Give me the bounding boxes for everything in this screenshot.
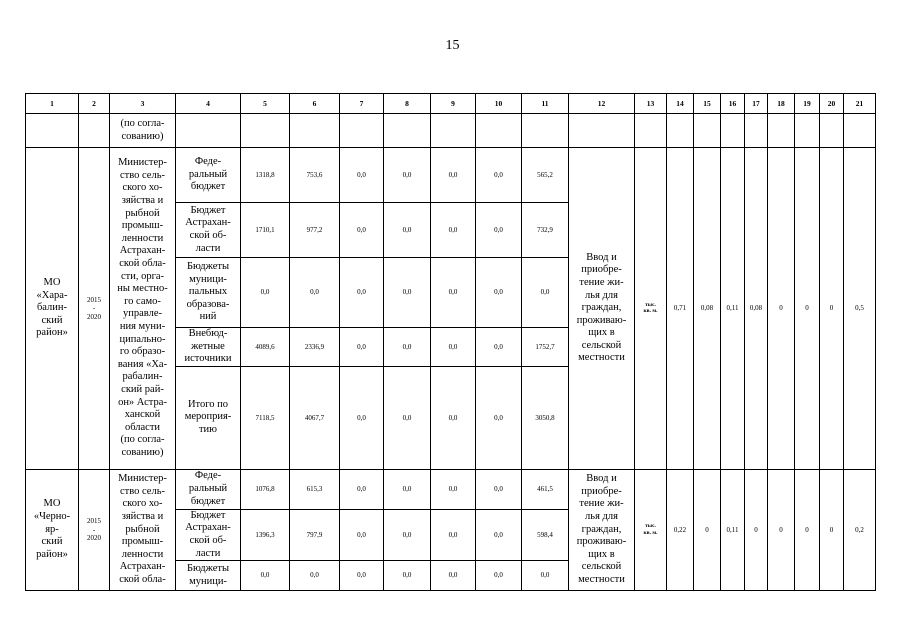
- target-value-cell: 0: [745, 469, 768, 590]
- target-value-cell: 0,11: [721, 148, 745, 470]
- column-number-header: 12: [569, 94, 635, 114]
- empty-cell: [241, 114, 290, 148]
- target-value-cell: 0,22: [667, 469, 694, 590]
- column-number-header: 2: [79, 94, 110, 114]
- empty-cell: [384, 114, 431, 148]
- amount-cell: 0,0: [290, 258, 340, 328]
- target-value-cell: 0,08: [745, 148, 768, 470]
- column-number-header: 10: [476, 94, 522, 114]
- amount-cell: 461,5: [522, 469, 569, 509]
- column-number-header: 5: [241, 94, 290, 114]
- block-kharabali: [26, 114, 876, 470]
- target-value-cell: 0: [768, 148, 795, 470]
- funding-source-cell: Внебюд- жетные источники: [176, 328, 241, 367]
- column-number-header: 3: [110, 94, 176, 114]
- executor-cell: Министер- ство сель- ского хо- зяйства и рыбной промыш- ленности Астрахан- ской обла-: [110, 469, 176, 590]
- amount-cell: 565,2: [522, 148, 569, 203]
- amount-cell: 0,0: [431, 328, 476, 367]
- amount-cell: 0,0: [476, 509, 522, 560]
- amount-cell: 0,0: [431, 561, 476, 591]
- amount-cell: 0,0: [522, 561, 569, 591]
- amount-cell: 0,0: [522, 258, 569, 328]
- amount-cell: 0,0: [340, 469, 384, 509]
- amount-cell: 1710,1: [241, 203, 290, 258]
- period-cell: 2015 - 2020: [79, 148, 110, 470]
- amount-cell: 0,0: [340, 509, 384, 560]
- funding-source-cell: Бюджеты муници- пальных образова- ний: [176, 258, 241, 328]
- amount-cell: 0,0: [384, 148, 431, 203]
- amount-cell: 0,0: [476, 148, 522, 203]
- indicator-cell: Ввод и приобре- тение жи- лья для граждан, проживаю- щих в сельской местности: [569, 148, 635, 470]
- funding-source-cell: Феде- ральный бюджет: [176, 469, 241, 509]
- executor-cell: Министер- ство сель- ского хо- зяйства и рыбной промыш- ленности Астрахан- ской обла- сти, орга- ны местно- го само- управле- ния муни- ципально- го образо- вания «Ха- рабалин- ский рай- он» Астра- ханской области (по согла- сованию): [110, 148, 176, 470]
- empty-cell: [569, 114, 635, 148]
- empty-cell: [79, 114, 110, 148]
- column-number-row: [26, 94, 876, 114]
- target-value-cell: 0,2: [844, 469, 876, 590]
- municipality-cell: МО «Хара- балин- ский район»: [26, 148, 79, 470]
- amount-cell: 1396,3: [241, 509, 290, 560]
- empty-cell: [476, 114, 522, 148]
- amount-cell: 0,0: [384, 328, 431, 367]
- amount-cell: 0,0: [340, 366, 384, 469]
- empty-cell: [176, 114, 241, 148]
- amount-cell: 7118,5: [241, 366, 290, 469]
- empty-cell: [290, 114, 340, 148]
- amount-cell: 0,0: [476, 258, 522, 328]
- amount-cell: 977,2: [290, 203, 340, 258]
- target-value-cell: 0: [795, 148, 820, 470]
- period-cell: 2015 - 2020: [79, 469, 110, 590]
- column-number-header: 1: [26, 94, 79, 114]
- column-number-header: 17: [745, 94, 768, 114]
- column-number-header: 11: [522, 94, 569, 114]
- amount-cell: 0,0: [384, 561, 431, 591]
- empty-cell: [795, 114, 820, 148]
- amount-cell: 1752,7: [522, 328, 569, 367]
- amount-cell: 0,0: [476, 366, 522, 469]
- empty-cell: [26, 114, 79, 148]
- column-number-header: 9: [431, 94, 476, 114]
- target-value-cell: 0,5: [844, 148, 876, 470]
- column-number-header: 14: [667, 94, 694, 114]
- amount-cell: 0,0: [340, 148, 384, 203]
- indicator-cell: Ввод и приобре- тение жи- лья для граждан, проживаю- щих в сельской местности: [569, 469, 635, 590]
- amount-cell: 0,0: [431, 203, 476, 258]
- empty-cell: [667, 114, 694, 148]
- target-value-cell: 0,11: [721, 469, 745, 590]
- continuation-executor-cell: (по согла- сованию): [110, 114, 176, 148]
- funding-row: [26, 148, 876, 203]
- amount-cell: 0,0: [384, 203, 431, 258]
- empty-cell: [745, 114, 768, 148]
- unit-cell: тыс. кв. м.: [635, 148, 667, 470]
- target-value-cell: 0: [820, 148, 844, 470]
- amount-cell: 615,3: [290, 469, 340, 509]
- page-number: 15: [445, 38, 460, 53]
- empty-cell: [820, 114, 844, 148]
- amount-cell: 797,9: [290, 509, 340, 560]
- amount-cell: 0,0: [241, 561, 290, 591]
- empty-cell: [694, 114, 721, 148]
- amount-cell: 0,0: [476, 469, 522, 509]
- target-value-cell: 0: [694, 469, 721, 590]
- amount-cell: 0,0: [384, 509, 431, 560]
- column-number-header: 8: [384, 94, 431, 114]
- funding-source-cell: Феде- ральный бюджет: [176, 148, 241, 203]
- amount-cell: 753,6: [290, 148, 340, 203]
- amount-cell: 0,0: [431, 509, 476, 560]
- unit-cell: тыс. кв. м.: [635, 469, 667, 590]
- empty-cell: [340, 114, 384, 148]
- column-number-header: 15: [694, 94, 721, 114]
- amount-cell: 3050,8: [522, 366, 569, 469]
- funding-source-cell: Итого по мероприя- тию: [176, 366, 241, 469]
- empty-cell: [635, 114, 667, 148]
- amount-cell: 0,0: [431, 469, 476, 509]
- amount-cell: 732,9: [522, 203, 569, 258]
- funding-source-cell: Бюджет Астрахан- ской об- ласти: [176, 509, 241, 560]
- continuation-row: [26, 114, 876, 148]
- column-number-header: 19: [795, 94, 820, 114]
- amount-cell: 0,0: [431, 366, 476, 469]
- amount-cell: 0,0: [384, 469, 431, 509]
- amount-cell: 0,0: [290, 561, 340, 591]
- amount-cell: 0,0: [241, 258, 290, 328]
- municipality-cell: МО «Черно- яр- ский район»: [26, 469, 79, 590]
- funding-source-cell: Бюджеты муници-: [176, 561, 241, 591]
- target-value-cell: 0,71: [667, 148, 694, 470]
- amount-cell: 1318,8: [241, 148, 290, 203]
- column-number-header: 7: [340, 94, 384, 114]
- amount-cell: 0,0: [476, 203, 522, 258]
- column-number-header: 4: [176, 94, 241, 114]
- amount-cell: 0,0: [384, 258, 431, 328]
- amount-cell: 0,0: [476, 561, 522, 591]
- column-number-header: 18: [768, 94, 795, 114]
- amount-cell: 0,0: [431, 258, 476, 328]
- column-number-header: 13: [635, 94, 667, 114]
- column-number-header: 6: [290, 94, 340, 114]
- empty-cell: [844, 114, 876, 148]
- amount-cell: 4089,6: [241, 328, 290, 367]
- target-value-cell: 0: [820, 469, 844, 590]
- target-value-cell: 0: [768, 469, 795, 590]
- block-chernoyar: [26, 469, 876, 590]
- empty-cell: [721, 114, 745, 148]
- amount-cell: 2336,9: [290, 328, 340, 367]
- column-number-header: 20: [820, 94, 844, 114]
- amount-cell: 0,0: [431, 148, 476, 203]
- program-table: [25, 93, 876, 591]
- empty-cell: [431, 114, 476, 148]
- amount-cell: 0,0: [340, 258, 384, 328]
- target-value-cell: 0,08: [694, 148, 721, 470]
- amount-cell: 4067,7: [290, 366, 340, 469]
- target-value-cell: 0: [795, 469, 820, 590]
- empty-cell: [522, 114, 569, 148]
- amount-cell: 0,0: [340, 328, 384, 367]
- amount-cell: 0,0: [340, 203, 384, 258]
- amount-cell: 598,4: [522, 509, 569, 560]
- column-number-header: 16: [721, 94, 745, 114]
- funding-source-cell: Бюджет Астрахан- ской об- ласти: [176, 203, 241, 258]
- empty-cell: [768, 114, 795, 148]
- amount-cell: 0,0: [476, 328, 522, 367]
- column-number-header: 21: [844, 94, 876, 114]
- amount-cell: 0,0: [340, 561, 384, 591]
- amount-cell: 1076,8: [241, 469, 290, 509]
- amount-cell: 0,0: [384, 366, 431, 469]
- funding-row: [26, 469, 876, 509]
